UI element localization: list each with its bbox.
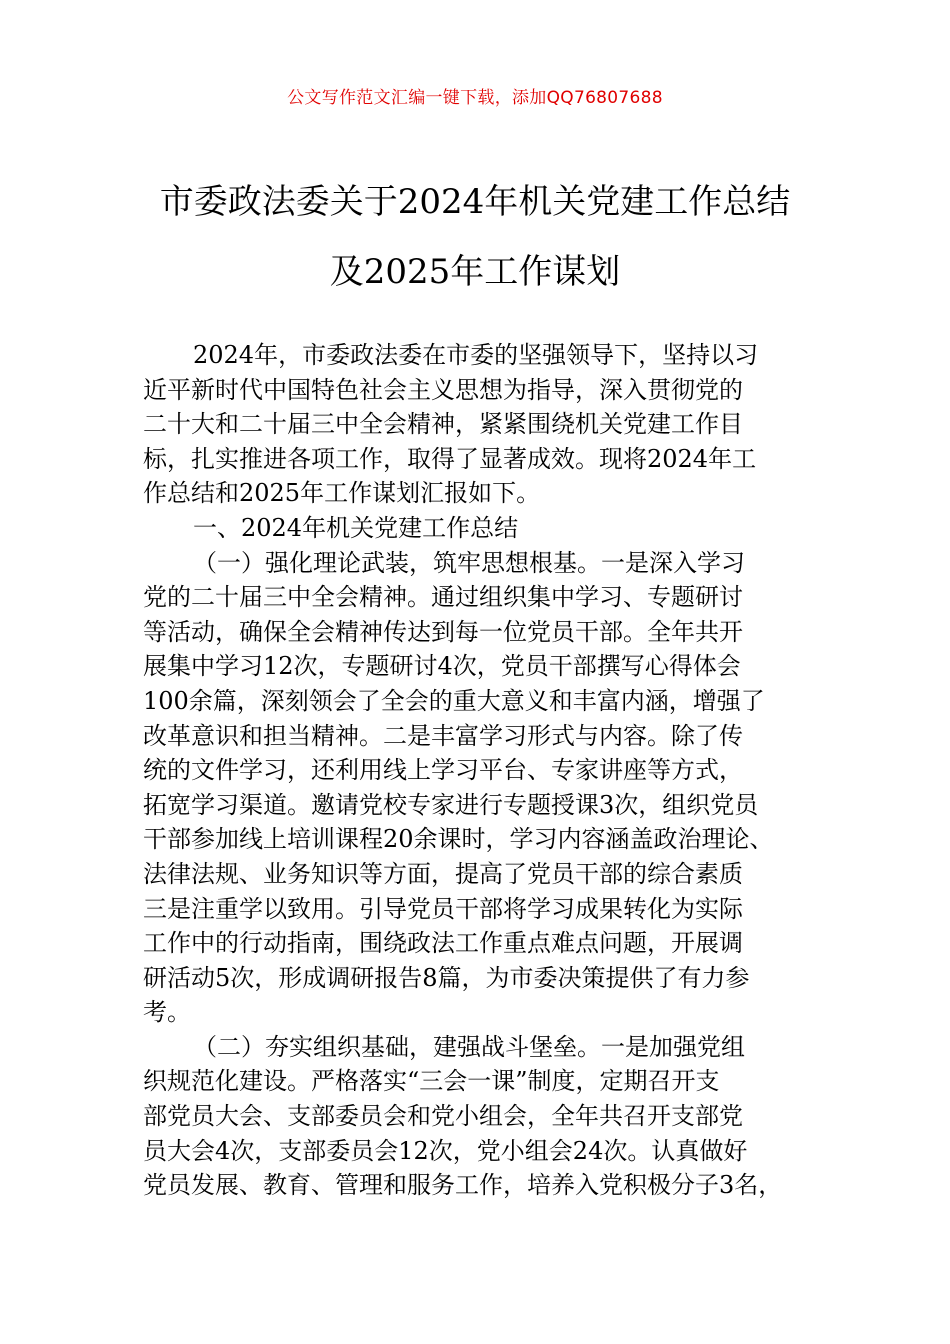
paragraph-line: 等活动，确保全会精神传达到每一位党员干部。全年共开 [143,617,743,646]
paragraph-line: 党员发展、教育、管理和服务工作，培养入党积极分子3名， [143,1171,783,1200]
section-heading: 一、2024年机关党建工作总结 [193,513,519,542]
paragraph-line: 作总结和2025年工作谋划汇报如下。 [143,479,541,508]
paragraph-line: 员大会4次，支部委员会12次，党小组会24次。认真做好 [143,1136,748,1165]
paragraph-line: 部党员大会、支部委员会和党小组会，全年共召开支部党 [143,1102,743,1131]
paragraph-line: 标，扎实推进各项工作，取得了显著成效。现将2024年工 [143,444,757,473]
paragraph-line: 统的文件学习，还利用线上学习平台、专家讲座等方式， [143,756,743,785]
paragraph-line: 拓宽学习渠道。邀请党校专家进行专题授课3次，组织党员 [143,790,759,819]
paragraph-line: 展集中学习12次，专题研讨4次，党员干部撰写心得体会 [143,652,741,681]
document-title-line-1: 市委政法委关于2024年机关党建工作总结 [159,182,791,222]
paragraph-line: 法律法规、业务知识等方面，提高了党员干部的综合素质 [143,859,743,888]
paragraph-line: 考。 [143,998,191,1027]
paragraph-line: 100余篇，深刻领会了全会的重大意义和丰富内涵，增强了 [143,686,765,715]
paragraph-line: （二）夯实组织基础，建强战斗堡垒。一是加强党组 [193,1032,745,1061]
header-ad-text: 公文写作范文汇编一键下载，添加QQ76807688 [287,88,663,108]
document-title-line-2: 及2025年工作谋划 [329,252,621,292]
paragraph-line: 干部参加线上培训课程20余课时，学习内容涵盖政治理论、 [143,825,774,854]
paragraph-line: （一）强化理论武装，筑牢思想根基。一是深入学习 [193,548,745,577]
paragraph-line: 研活动5次，形成调研报告8篇，为市委决策提供了有力参 [143,963,750,992]
document-body [143,338,805,1203]
paragraph-line: 二十大和二十届三中全会精神，紧紧围绕机关党建工作目 [143,410,743,439]
paragraph-line: 工作中的行动指南，围绕政法工作重点难点问题，开展调 [143,929,743,958]
paragraph-line: 2024年，市委政法委在市委的坚强领导下，坚持以习 [193,341,759,369]
paragraph-line: 三是注重学以致用。引导党员干部将学习成果转化为实际 [143,894,743,923]
paragraph-line: 织规范化建设。严格落实“三会一课”制度，定期召开支 [143,1067,720,1096]
paragraph-line: 党的二十届三中全会精神。通过组织集中学习、专题研讨 [143,583,743,612]
paragraph-line: 近平新时代中国特色社会主义思想为指导，深入贯彻党的 [143,375,743,404]
paragraph-line: 改革意识和担当精神。二是丰富学习形式与内容。除了传 [143,721,743,750]
